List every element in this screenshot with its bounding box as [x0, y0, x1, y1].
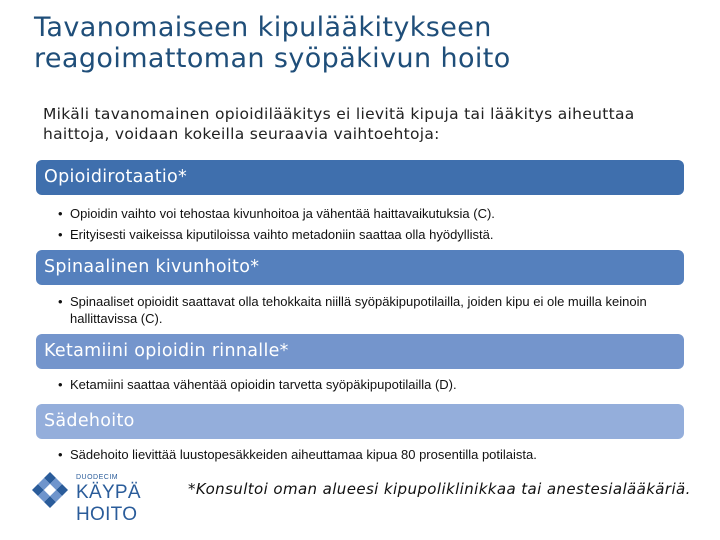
- bullet-item: • Sädehoito lievittää luustopesäkkeiden aiheuttamaa kipua 80 prosentilla potilaista.: [58, 446, 688, 463]
- duodecim-diamond-icon: [30, 470, 70, 510]
- section-bullets-spinaalinen: [58, 293, 688, 331]
- bullet-item: • Erityisesti vaikeissa kiputiloissa vaihto metadoniin saattaa olla hyödyllistä.: [58, 226, 688, 243]
- bullet-item: • Opioidin vaihto voi tehostaa kivunhoitoa ja vähentää haittavaikutuksia (C).: [58, 205, 688, 222]
- bullet-item: • Spinaaliset opioidit saattavat olla tehokkaita niillä syöpäkipupotilailla, joiden kipu ei ole muilla keinoin hallittavissa (C).: [58, 293, 688, 327]
- section-heading-ketamiini: Ketamiini opioidin rinnalle*: [36, 334, 684, 369]
- section-bullets-opioidirotaatio: [58, 205, 688, 247]
- logo-big-text: KÄYPÄ HOITO: [76, 482, 141, 525]
- section-heading-sadehoito: Sädehoito: [36, 404, 684, 439]
- section-bullets-ketamiini: [58, 376, 688, 397]
- kaypa-hoito-logo: [30, 470, 200, 525]
- intro-text: Mikäli tavanomainen opioidilääkitys ei lievitä kipuja tai lääkitys aiheuttaa haittoja, voidaan kokeilla seuraavia vaihtoehtoja:: [43, 105, 635, 143]
- bullet-item: • Ketamiini saattaa vähentää opioidin tarvetta syöpäkipupotilailla (D).: [58, 376, 688, 393]
- footnote: *Konsultoi oman alueesi kipupoliklinikkaa tai anestesialääkäriä.: [188, 480, 691, 498]
- page-title: Tavanomaiseen kipulääkitykseen reagoimattoman syöpäkivun hoito: [34, 12, 511, 74]
- section-bullets-sadehoito: [58, 446, 688, 467]
- logo-small-text: DUODECIM: [76, 474, 119, 481]
- section-heading-spinaalinen: Spinaalinen kivunhoito*: [36, 250, 684, 285]
- section-heading-opioidirotaatio: Opioidirotaatio*: [36, 160, 684, 195]
